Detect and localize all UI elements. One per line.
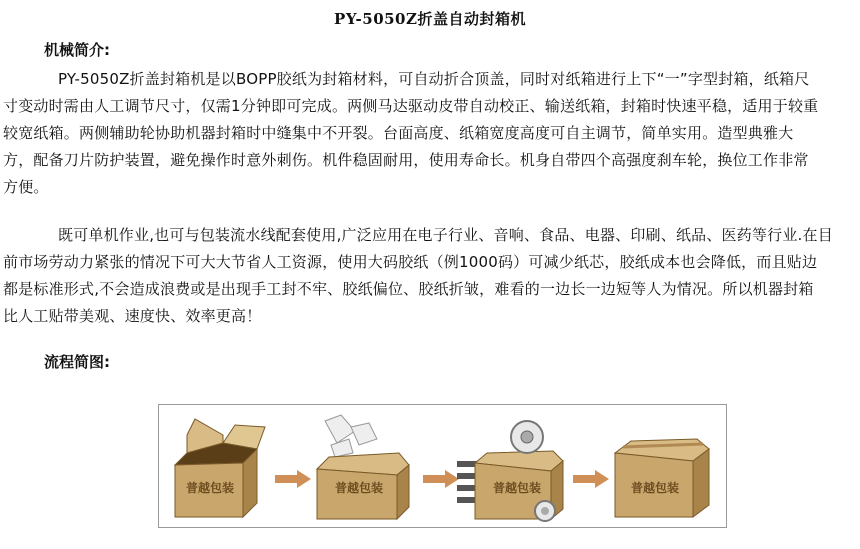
box-label: 普越包装	[185, 481, 234, 495]
sealed-box-step	[605, 413, 715, 523]
open-box-step	[165, 413, 275, 523]
text-line: 方便。	[3, 178, 49, 196]
box-label: 普越包装	[334, 481, 383, 495]
text-line: 既可单机作业,也可与包装流水线配套使用,广泛应用在电子行业、音响、食品、电器、印刷、纸品、医药等行业.在目	[58, 226, 833, 244]
page-title: PY-5050Z折盖自动封箱机	[334, 10, 526, 28]
text-line: 寸变动时需由人工调节尺寸，仅需1分钟即可完成。两侧马达驱动皮带自动校正、输送纸箱，封箱时快速平稳，适用于较重	[3, 97, 819, 115]
text-line: 较宽纸箱。两侧辅助轮协助机器封箱时中缝集中不开裂。台面高度、纸箱宽度高度可自主调节，简单实用。造型典雅大	[3, 124, 794, 142]
arrow-right-icon	[273, 469, 313, 489]
text-line: 都是标准形式,不会造成浪费或是出现手工封不牢、胶纸偏位、胶纸折皱，难看的一边长一边短等人为情况。所以机器封箱	[3, 280, 814, 298]
text-line: PY-5050Z折盖封箱机是以BOPP胶纸为封箱材料，可自动折合顶盖，同时对纸箱进行上下“一”字型封箱，纸箱尺	[58, 70, 810, 88]
arrow-right-icon	[421, 469, 461, 489]
box-label: 普越包装	[630, 481, 679, 495]
taping-step	[457, 413, 567, 523]
intro-heading: 机械简介:	[44, 41, 110, 59]
text-line: 比人工贴带美观、速度快、效率更高！	[3, 307, 262, 325]
application-paragraph	[3, 222, 843, 330]
flow-heading: 流程简图:	[44, 353, 110, 371]
text-line: 前市场劳动力紧张的情况下可大大节省人工资源，使用大码胶纸（例1000码）可减少纸芯，胶纸成本也会降低，而且贴边	[3, 253, 818, 271]
text-line: 方，配备刀片防护装置，避免操作时意外刺伤。机件稳固耐用，使用寿命长。机身自带四个高强度刹车轮，换位工作非常	[3, 151, 809, 169]
process-flow-diagram	[158, 404, 727, 528]
intro-paragraph	[3, 66, 843, 201]
box-label: 普越包装	[492, 481, 541, 495]
fold-flaps-step	[311, 413, 421, 523]
